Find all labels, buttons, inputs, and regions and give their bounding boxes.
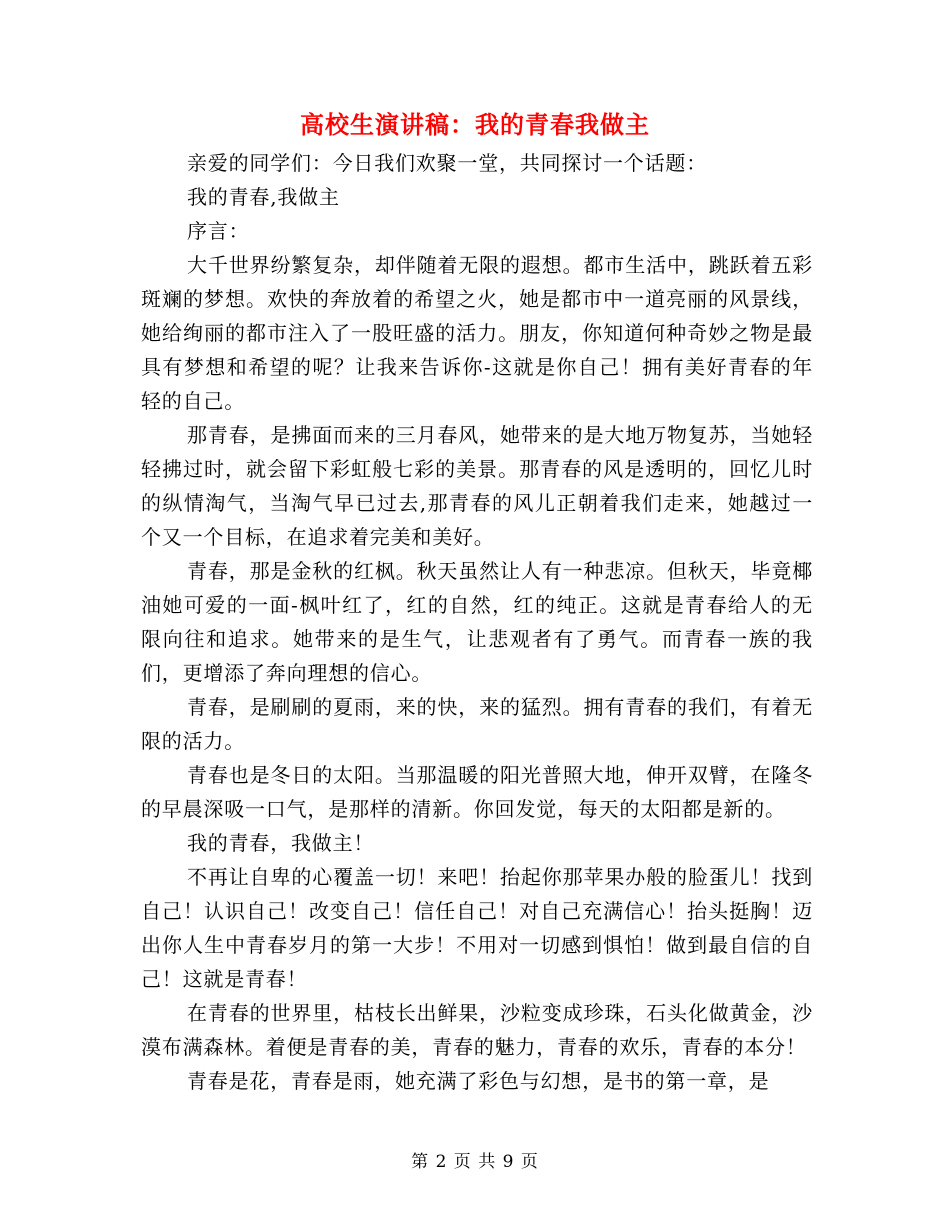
paragraph: 青春是花，青春是雨，她充满了彩色与幻想，是书的第一章，是 (187, 1069, 770, 1093)
paragraph: 序言： (187, 219, 250, 243)
paragraph: 我的青春,我做主 (187, 185, 340, 209)
document-title: 高校生演讲稿：我的青春我做主 (300, 110, 650, 139)
document-body (141, 146, 813, 1098)
paragraph: 那青春，是拂面而来的三月春风，她带来的是大地万物复苏，当她轻轻拂过时，就会留下彩虹般七彩的美景。那青春的风是透明的，回忆儿时的纵情淘气，当淘气早已过去,那青春的风儿正朝着我们走来，她越过一个又一个目标，在追求着完美和美好。 (141, 423, 813, 549)
paragraph: 不再让自卑的心覆盖一切！来吧！抬起你那苹果办般的脸蛋儿！找到自己！认识自己！改变自己！信任自己！对自己充满信心！抬头挺胸！迈出你人生中青春岁月的第一大步！不用对一切感到惧怕！做到最自信的自己！这就是青春！ (141, 865, 813, 991)
paragraph: 亲爱的同学们：今日我们欢聚一堂，共同探讨一个话题： (187, 151, 707, 175)
paragraph: 青春，是刷刷的夏雨，来的快，来的猛烈。拥有青春的我们，有着无限的活力。 (141, 695, 813, 753)
paragraph: 青春也是冬日的太阳。当那温暖的阳光普照大地，伸开双臂，在隆冬的早晨深吸一口气，是那样的清新。你回发觉，每天的太阳都是新的。 (141, 763, 813, 821)
page-number: 第 2 页 共 9 页 (411, 1152, 539, 1172)
paragraph: 大千世界纷繁复杂，却伴随着无限的遐想。都市生活中，跳跃着五彩斑斓的梦想。欢快的奔放着的希望之火，她是都市中一道亮丽的风景线，她给绚丽的都市注入了一股旺盛的活力。朋友，你知道何种奇妙之物是最具有梦想和希望的呢？让我来告诉你-这就是你自己！拥有美好青春的年轻的自己。 (141, 253, 813, 413)
paragraph: 青春，那是金秋的红枫。秋天虽然让人有一种悲凉。但秋天，毕竟椰油她可爱的一面-枫叶红了，红的自然，红的纯正。这就是青春给人的无限向往和追求。她带来的是生气，让悲观者有了勇气。而青春一族的我们，更增添了奔向理想的信心。 (141, 559, 813, 685)
paragraph: 我的青春，我做主！ (187, 831, 375, 855)
paragraph: 在青春的世界里，枯枝长出鲜果，沙粒变成珍珠，石头化做黄金，沙漠布满森林。着便是青春的美，青春的魅力，青春的欢乐，青春的本分！ (141, 1001, 813, 1059)
